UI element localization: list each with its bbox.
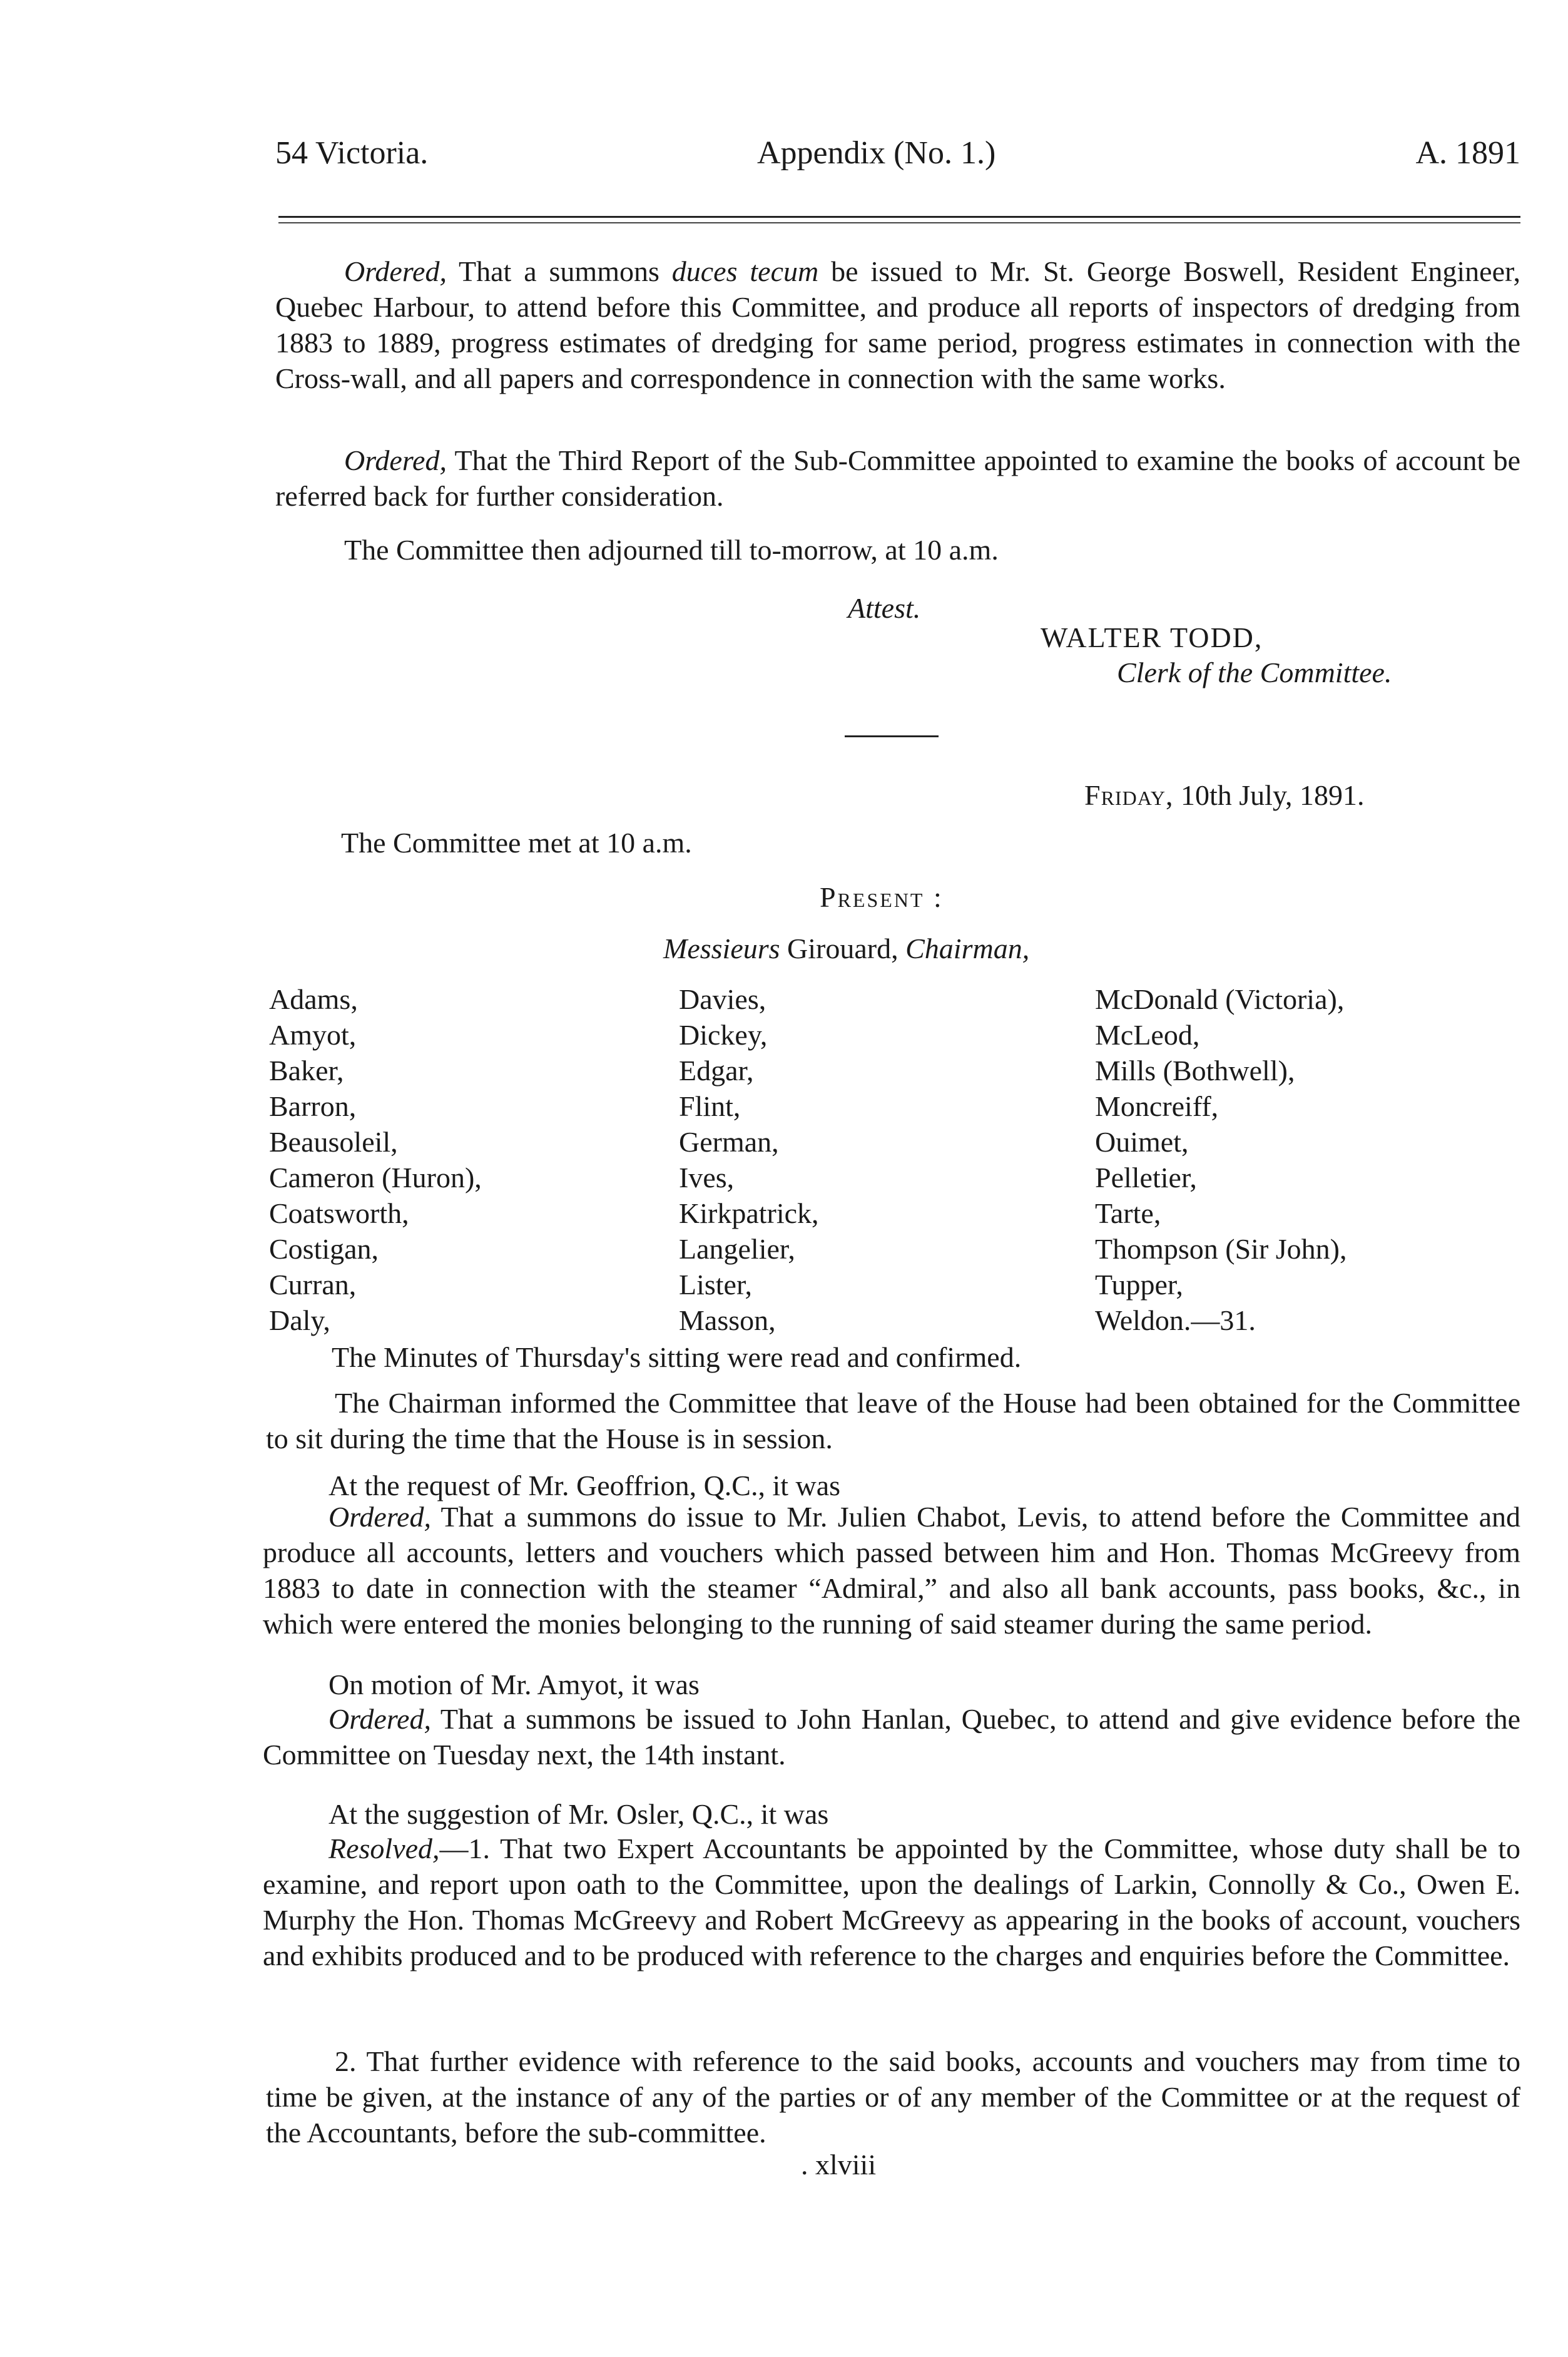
member-name: Ouimet, [1095,1126,1189,1158]
order-chabot-paragraph: Ordered, That a summons do issue to Mr. Julien Chabot, Levis, to attend before the Committee and produce all accounts, letters and vouchers which passed between him and Hon. Thomas McGreevy from 1883 to date in connection with the steamer “Admiral,” and also all bank accounts, pass books, &c., in which were entered the monies belonging to the running of said steamer during the same period. [263,1501,1520,1640]
member-name: Coatsworth, [269,1197,409,1229]
member-name: Adams, [269,983,358,1015]
member-name: Kirkpatrick, [679,1197,819,1229]
page-number: . xlviii [801,2149,877,2181]
minutes-confirmed-line: The Minutes of Thursday's sitting were read and confirmed. [332,1341,1022,1373]
member-name: German, [679,1126,779,1158]
clerk-name: WALTER TODD, [1041,621,1263,653]
member-name: Lister, [679,1269,752,1301]
chairman-line: Messieurs Girouard, Chairman, [663,933,1030,964]
member-name: Barron, [269,1090,357,1122]
member-name: Masson, [679,1304,776,1336]
member-name: Moncreiff, [1095,1090,1219,1122]
member-name: Edgar, [679,1055,754,1086]
order-hanlan-paragraph: Ordered, That a summons be issued to John Hanlan, Quebec, to attend and give evidence before the Committee on Tuesday next, the 14th instant. [263,1703,1520,1771]
member-name: McLeod, [1095,1019,1200,1051]
member-name: Ives, [679,1162,735,1194]
running-header [275,135,1520,185]
order-boswell-paragraph: Ordered, That a summons duces tecum be issued to Mr. St. George Boswell, Resident Engineer, Quebec Harbour, to attend before this Committee, and produce all reports of inspectors of dredging from 1883 to 1889, progress estimates of dredging for same period, progress estimates in connection with the Cross-wall, and all papers and correspondence in connection with the same works. [275,255,1520,394]
members-column-3 [1095,981,1347,1338]
member-name: Cameron (Huron), [269,1162,482,1194]
member-name: Baker, [269,1055,344,1086]
members-column-1 [269,981,482,1338]
member-name: Tupper, [1095,1269,1183,1301]
ordered-lead: Ordered, [344,255,447,287]
clerk-title: Clerk of the Committee. [1117,657,1392,688]
meeting-date: Friday, 10th July, 1891. [1084,779,1365,811]
resolution-accountants-paragraph: Resolved,—1. That two Expert Accountants be appointed by the Committee, whose duty shall be to examine, and report upon oath to the Committee, upon the dealings of Larkin, Connolly & Co., Owen E. Murphy the Hon. Thomas McGreevy and Robert McGreevy as appearing in the books of account, vouchers and exhibits produced and to be produced with reference to the charges and enquiries before the Committee. [263,1833,1520,1971]
osler-suggestion-line: At the suggestion of Mr. Osler, Q.C., it was [328,1798,829,1830]
header-year: A. 1891 [1415,135,1520,171]
order-third-report-paragraph: Ordered, That the Third Report of the Sub-Committee appointed to examine the books of account be referred back for further consideration. [275,444,1520,512]
header-session: 54 Victoria. [275,135,429,171]
adjourned-line: The Committee then adjourned till to-morrow, at 10 a.m. [344,534,999,566]
member-name: Pelletier, [1095,1162,1197,1194]
member-name: Mills (Bothwell), [1095,1055,1295,1086]
member-name: McDonald (Victoria), [1095,983,1345,1015]
member-name: Dickey, [679,1019,768,1051]
amyot-motion-line: On motion of Mr. Amyot, it was [328,1669,700,1700]
header-rule [278,216,1520,218]
member-name: Weldon.—31. [1095,1304,1256,1336]
section-divider [845,735,939,737]
duces-tecum: duces tecum [671,255,819,287]
member-name: Tarte, [1095,1197,1161,1229]
member-name: Curran, [269,1269,357,1301]
member-name: Amyot, [269,1019,357,1051]
leave-paragraph: The Chairman informed the Committee that leave of the House had been obtained for the Committee to sit during the time that the House is in session. [266,1387,1520,1455]
member-name: Flint, [679,1090,741,1122]
attest-label: Attest. [848,592,921,624]
member-name: Thompson (Sir John), [1095,1233,1347,1265]
geoffrion-request-line: At the request of Mr. Geoffrion, Q.C., it was [328,1470,841,1501]
member-name: Beausoleil, [269,1126,398,1158]
header-appendix: Appendix (No. 1.) [757,135,996,171]
member-name: Langelier, [679,1233,795,1265]
member-name: Costigan, [269,1233,379,1265]
further-evidence-paragraph: 2. That further evidence with reference to the said books, accounts and vouchers may from time to time be given, at the instance of any of the parties or of any member of the Committee or at the request of the Accountants, before the sub-committee. [266,2045,1520,2149]
members-column-2 [679,981,819,1338]
present-heading: Present : [820,881,944,913]
header-rule-thin [278,222,1520,223]
member-name: Davies, [679,983,766,1015]
committee-met-line: The Committee met at 10 a.m. [341,827,692,859]
member-name: Daly, [269,1304,330,1336]
